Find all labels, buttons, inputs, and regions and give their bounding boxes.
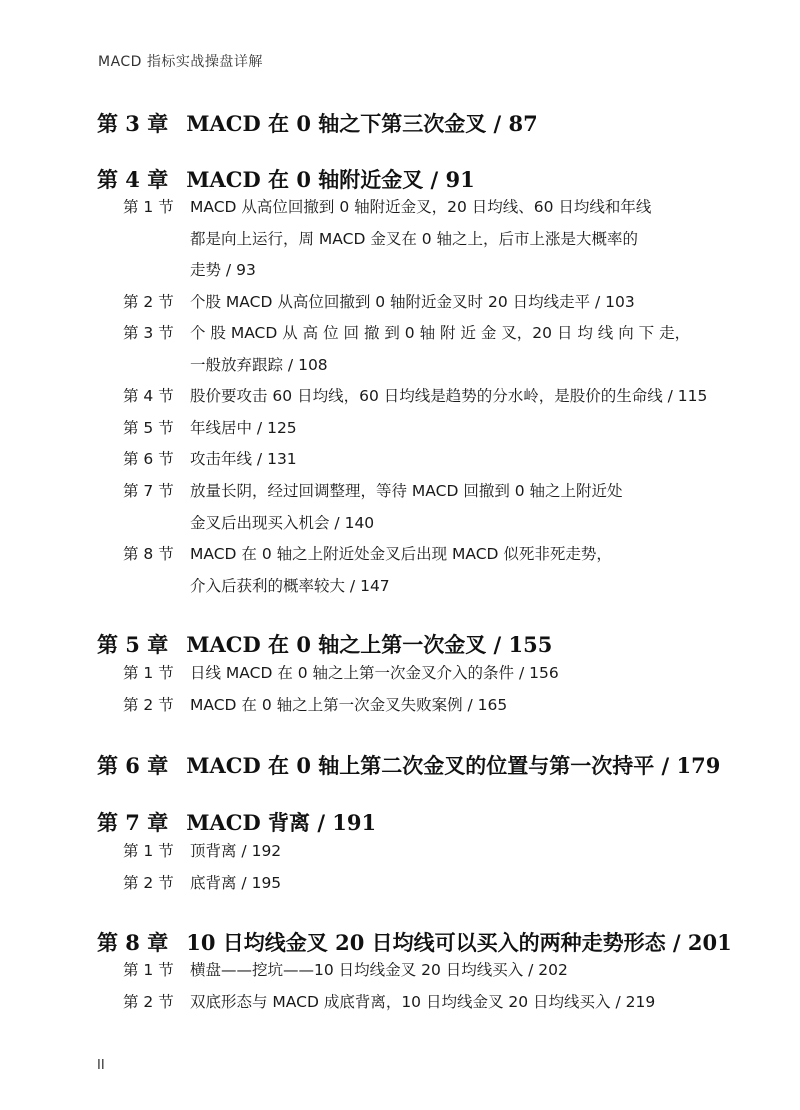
section-number: 第 5 节	[123, 419, 174, 437]
section-number: 第 8 节	[123, 545, 174, 563]
chapter-4-heading	[97, 164, 475, 194]
section-number: 第 1 节	[123, 664, 174, 682]
section-title-line: 一般放弃跟踪 / 108	[190, 355, 328, 374]
section-title-line: 底背离 / 195	[190, 874, 282, 892]
section-entry	[123, 987, 723, 1019]
running-header: MACD 指标实战操盘详解	[98, 54, 263, 70]
section-entry	[123, 381, 723, 413]
chapter-title: MACD 在 0 轴之下第三次金叉 / 87	[186, 111, 538, 136]
section-number: 第 2 节	[123, 696, 174, 714]
section-number: 第 7 节	[123, 482, 174, 500]
section-entry	[123, 539, 723, 602]
chapter-5-heading	[97, 629, 552, 659]
section-entry	[123, 192, 723, 287]
section-number: 第 4 节	[123, 387, 174, 405]
chapter-title: MACD 在 0 轴附近金叉 / 91	[186, 167, 475, 192]
chapter-title: MACD 在 0 轴上第二次金叉的位置与第一次持平 / 179	[186, 753, 721, 778]
section-title-line: 走势 / 93	[190, 261, 256, 279]
section-title-line: 金叉后出现买入机会 / 140	[190, 513, 375, 532]
section-entry	[123, 413, 723, 445]
section-title-line: 放量长阴，经过回调整理，等待 MACD 回撤到 0 轴之上附近处	[190, 482, 623, 500]
section-entry	[123, 658, 723, 690]
section-title-line: 攻击年线 / 131	[190, 450, 297, 468]
section-title-line: 横盘——挖坑——10 日均线金叉 20 日均线买入 / 202	[190, 961, 568, 979]
section-title-line: 介入后获利的概率较大 / 147	[190, 576, 390, 595]
section-entry	[123, 444, 723, 476]
section-entry	[123, 287, 723, 319]
chapter-title: MACD 背离 / 191	[186, 810, 377, 835]
section-title-line: 个股 MACD 从高位回撤到 0 轴附近金叉时 20 日均线走平 / 103	[190, 293, 635, 311]
section-number: 第 1 节	[123, 198, 174, 216]
section-number: 第 1 节	[123, 842, 174, 860]
section-entry	[123, 476, 723, 539]
section-number: 第 2 节	[123, 993, 174, 1011]
chapter-3-heading	[97, 108, 538, 138]
chapter-title: 10 日均线金叉 20 日均线可以买入的两种走势形态 / 201	[186, 930, 732, 955]
section-title-line: 股价要攻击 60 日均线，60 日均线是趋势的分水岭，是股价的生命线 / 115	[190, 387, 708, 405]
section-number: 第 6 节	[123, 450, 174, 468]
section-title-line: MACD 从高位回撤到 0 轴附近金叉，20 日均线、60 日均线和年线	[190, 198, 652, 216]
chapter-number: 第 7 章	[97, 810, 169, 835]
chapter-8-heading	[97, 927, 732, 957]
section-entry	[123, 318, 723, 381]
chapter-number: 第 5 章	[97, 632, 169, 657]
chapter-number: 第 4 章	[97, 167, 169, 192]
chapter-6-heading	[97, 750, 720, 780]
section-entry	[123, 836, 723, 868]
section-number: 第 2 节	[123, 874, 174, 892]
chapter-7-heading	[97, 807, 376, 837]
section-title-line: 个 股 MACD 从 高 位 回 撤 到 0 轴 附 近 金 叉，20 日 均 线 向 下 走，	[190, 324, 691, 342]
section-title-line: 年线居中 / 125	[190, 419, 297, 437]
page-number: II	[97, 1058, 105, 1073]
section-number: 第 3 节	[123, 324, 174, 342]
section-entry	[123, 690, 723, 722]
section-title-line: 都是向上运行，周 MACD 金叉在 0 轴之上，后市上涨是大概率的	[190, 229, 639, 248]
chapter-number: 第 6 章	[97, 753, 169, 778]
section-title-line: 顶背离 / 192	[190, 842, 282, 860]
section-entry	[123, 955, 723, 987]
section-number: 第 1 节	[123, 961, 174, 979]
section-entry	[123, 868, 723, 900]
section-title-line: 日线 MACD 在 0 轴之上第一次金叉介入的条件 / 156	[190, 664, 559, 682]
section-title-line: 双底形态与 MACD 成底背离，10 日均线金叉 20 日均线买入 / 219	[190, 993, 656, 1011]
section-number: 第 2 节	[123, 293, 174, 311]
chapter-title: MACD 在 0 轴之上第一次金叉 / 155	[186, 632, 553, 657]
chapter-number: 第 8 章	[97, 930, 169, 955]
chapter-number: 第 3 章	[97, 111, 169, 136]
section-title-line: MACD 在 0 轴之上附近处金叉后出现 MACD 似死非死走势，	[190, 545, 612, 563]
section-title-line: MACD 在 0 轴之上第一次金叉失败案例 / 165	[190, 696, 508, 714]
